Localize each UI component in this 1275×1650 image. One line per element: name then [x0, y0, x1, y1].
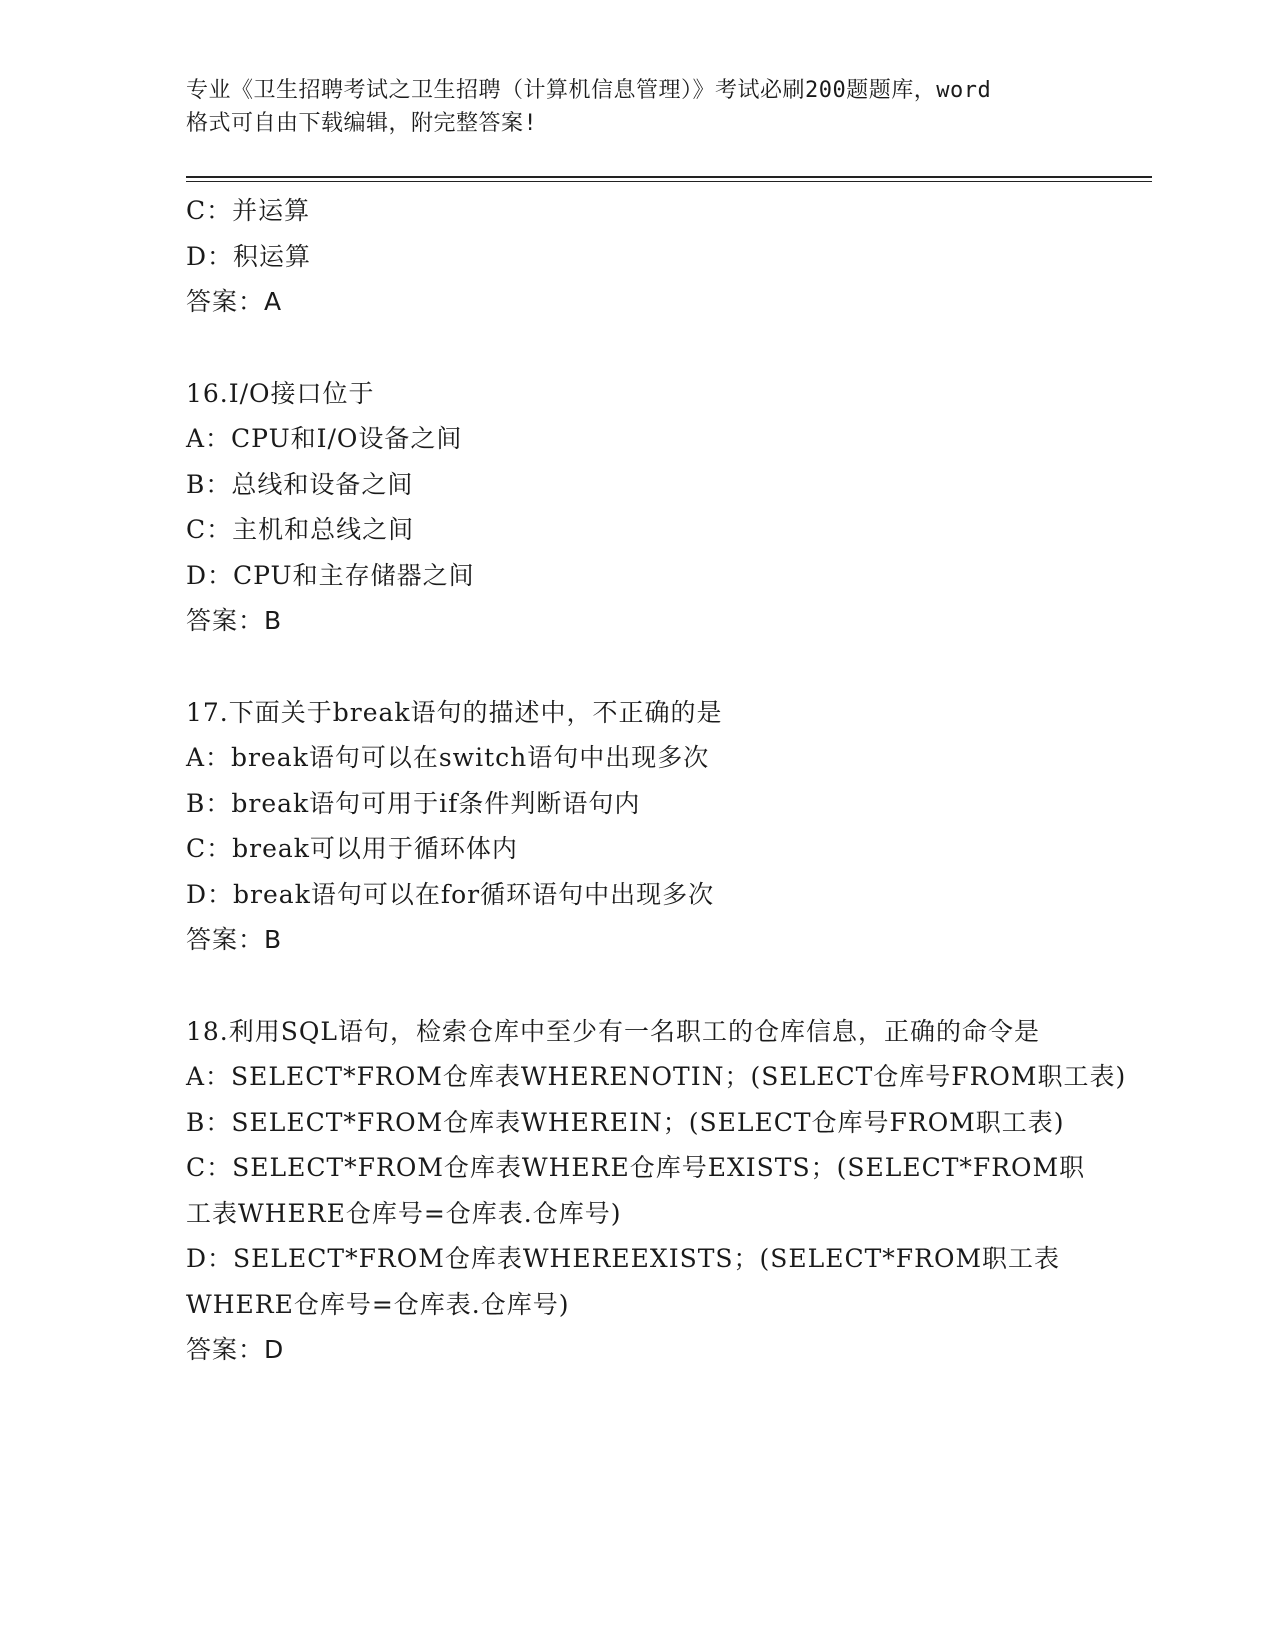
question-stem: 17.下面关于break语句的描述中，不正确的是: [186, 697, 723, 727]
spacer: [186, 325, 1086, 371]
question-stem: 18.利用SQL语句，检索仓库中至少有一名职工的仓库信息，正确的命令是: [186, 1016, 1040, 1046]
question-16: [186, 371, 1086, 644]
option-a: A：SELECT*FROM仓库表WHERENOTIN；(SELECT仓库号FROM职工表): [186, 1062, 1127, 1091]
spacer: [186, 644, 1086, 690]
option-a: A：break语句可以在switch语句中出现多次: [186, 743, 710, 772]
option-d: D：SELECT*FROM仓库表WHEREEXISTS；(SELECT*FROM职工表WHERE仓库号=仓库表.仓库号): [186, 1244, 1061, 1319]
document-header: [186, 74, 1086, 140]
option-a: A：CPU和I/O设备之间: [186, 424, 463, 453]
option-c: C：主机和总线之间: [186, 515, 415, 544]
answer: 答案：D: [186, 1335, 285, 1364]
header-title-line-1: 专业《卫生招聘考试之卫生招聘（计算机信息管理）》考试必刷200题题库，word: [186, 78, 992, 103]
question-17: [186, 690, 1086, 963]
option-b: B：break语句可用于if条件判断语句内: [186, 788, 641, 818]
header-divider-thin: [186, 181, 1152, 182]
option-d: D：break语句可以在for循环语句中出现多次: [186, 879, 715, 909]
answer: 答案：B: [186, 925, 283, 954]
header-divider-thick: [186, 176, 1152, 178]
header-title-line-2: 格式可自由下载编辑，附完整答案!: [186, 111, 538, 136]
option-c: C：并运算: [186, 196, 311, 225]
answer: 答案：A: [186, 287, 283, 316]
option-d: D：CPU和主存储器之间: [186, 560, 475, 590]
question-list: [186, 188, 1127, 1373]
question-15-tail: [186, 188, 1086, 325]
option-b: B：总线和设备之间: [186, 469, 414, 499]
question-stem: 16.I/O接口位于: [186, 378, 375, 408]
option-d: D：积运算: [186, 241, 312, 271]
answer: 答案：B: [186, 606, 283, 635]
option-c: C：SELECT*FROM仓库表WHERE仓库号EXISTS；(SELECT*FROM职工表WHERE仓库号=仓库表.仓库号): [186, 1153, 1086, 1228]
question-18: [186, 1009, 1127, 1373]
spacer: [186, 963, 1086, 1009]
option-b: B：SELECT*FROM仓库表WHEREIN；(SELECT仓库号FROM职工表): [186, 1107, 1065, 1137]
option-c: C：break可以用于循环体内: [186, 834, 518, 863]
